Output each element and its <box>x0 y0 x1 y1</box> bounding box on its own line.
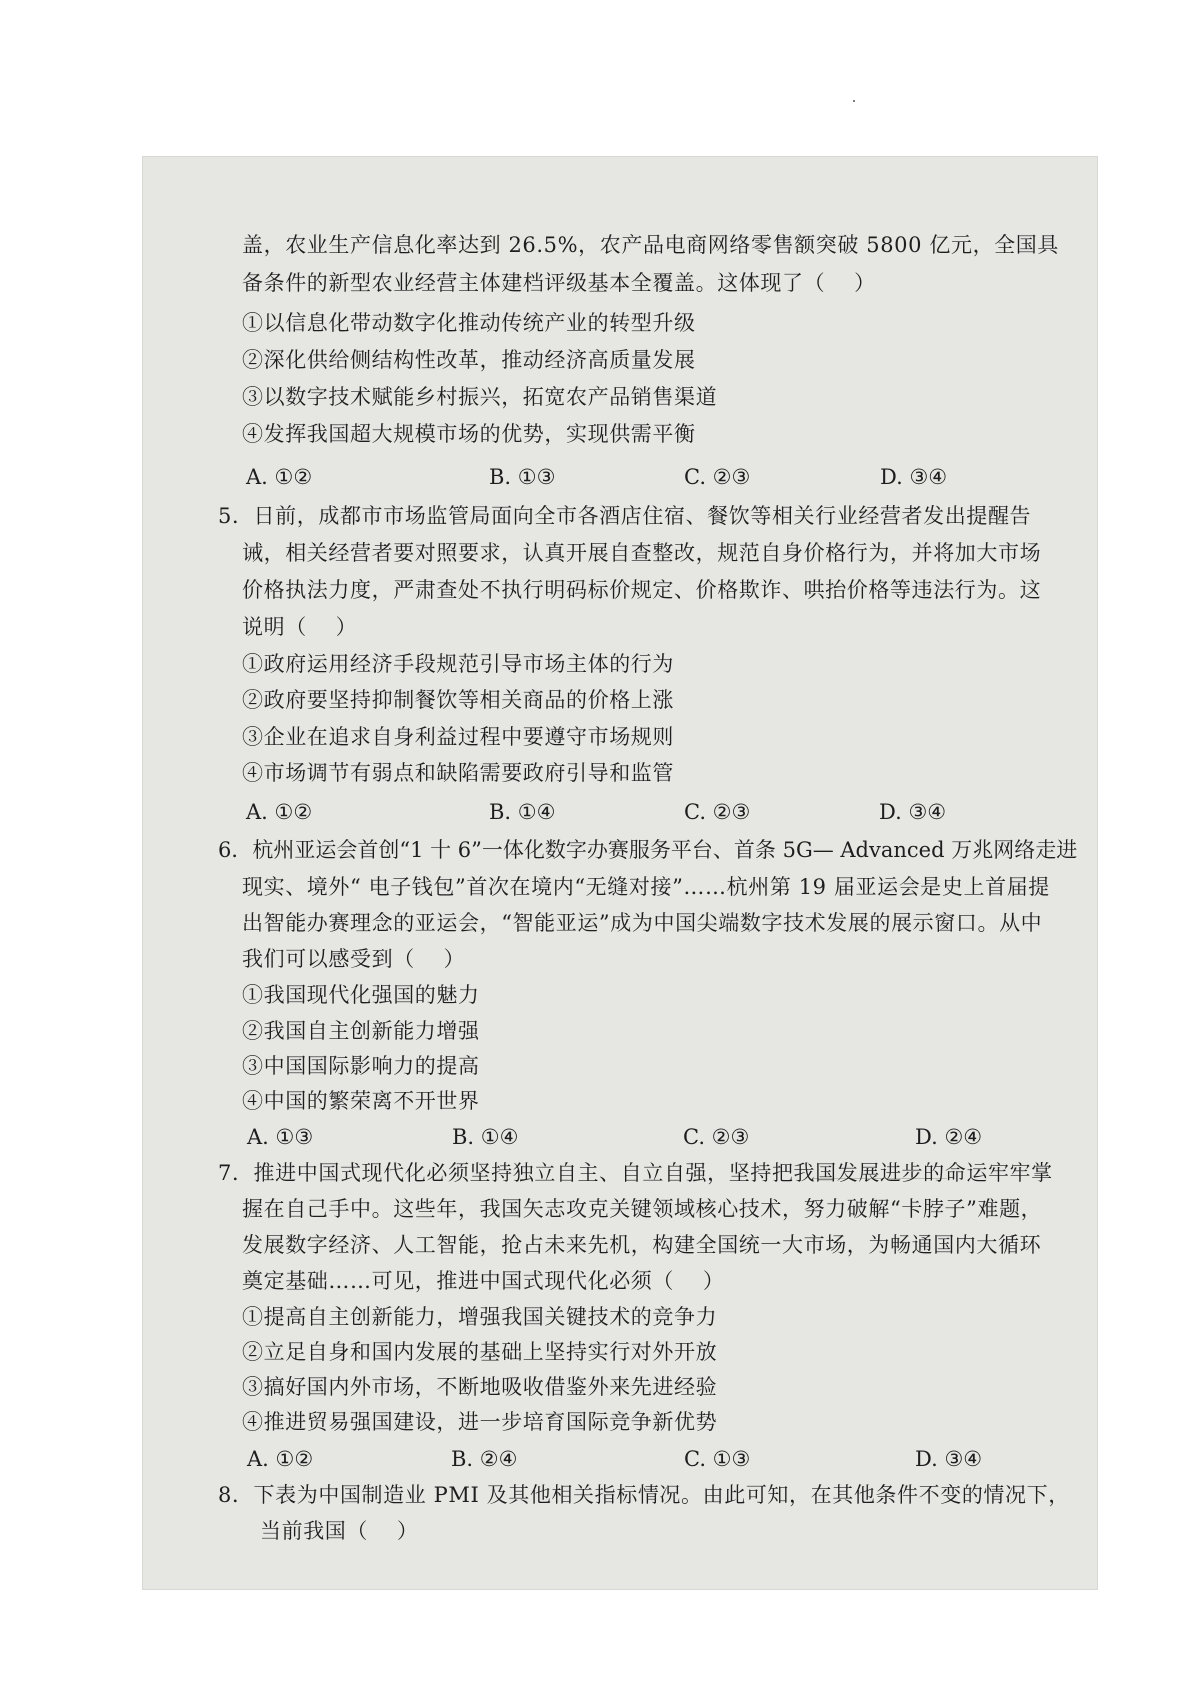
question-4-stem-line: 备条件的新型农业经营主体建档评级基本全覆盖。这体现了（ ） <box>242 271 876 295</box>
question-5-option-d: D. ③④ <box>879 800 947 824</box>
question-7-item-3: ③搞好国内外市场，不断地吸收借鉴外来先进经验 <box>242 1375 718 1399</box>
question-8-stem-line: 当前我国（ ） <box>260 1519 419 1543</box>
question-6-stem-line: 现实、境外“ 电子钱包”首次在境内“无缝对接”……杭州第 19 届亚运会是史上首届提 <box>242 875 1050 899</box>
question-6-option-c: C. ②③ <box>683 1125 750 1149</box>
question-5-stem-line: 5．日前，成都市市场监管局面向全市各酒店住宿、餐饮等相关行业经营者发出提醒告 <box>218 504 1032 528</box>
question-7-item-2: ②立足自身和国内发展的基础上坚持实行对外开放 <box>242 1340 718 1364</box>
question-4-item-3: ③以数字技术赋能乡村振兴，拓宽农产品销售渠道 <box>242 385 718 409</box>
question-6-item-2: ②我国自主创新能力增强 <box>242 1019 480 1043</box>
question-7-stem-line: 握在自己手中。这些年，我国矢志攻克关键领域核心技术，努力破解“卡脖子”难题， <box>242 1197 1043 1221</box>
question-7-stem-line: 奠定基础……可见，推进中国式现代化必须（ ） <box>242 1269 725 1293</box>
exam-page <box>142 156 1098 1590</box>
question-6-option-b: B. ①④ <box>452 1125 519 1149</box>
question-4-option-c: C. ②③ <box>684 465 751 489</box>
question-6-stem-line: 我们可以感受到（ ） <box>242 947 466 971</box>
question-7-stem-line: 发展数字经济、人工智能，抢占未来先机，构建全国统一大市场，为畅通国内大循环 <box>242 1233 1042 1257</box>
question-8-stem-line: 8．下表为中国制造业 PMI 及其他相关指标情况。由此可知，在其他条件不变的情况下， <box>218 1483 1070 1507</box>
question-6-item-4: ④中国的繁荣离不开世界 <box>242 1089 480 1113</box>
question-5-option-c: C. ②③ <box>684 800 751 824</box>
question-7-item-1: ①提高自主创新能力，增强我国关键技术的竞争力 <box>242 1305 718 1329</box>
question-7-option-c: C. ①③ <box>684 1447 751 1471</box>
question-4-stem-line: 盖，农业生产信息化率达到 26.5%，农产品电商网络零售额突破 5800 亿元，全国具 <box>242 233 1059 257</box>
question-5-option-a: A. ①② <box>246 800 313 824</box>
question-6-option-d: D. ②④ <box>915 1125 983 1149</box>
question-4-item-2: ②深化供给侧结构性改革，推动经济高质量发展 <box>242 348 696 372</box>
question-5-item-1: ①政府运用经济手段规范引导市场主体的行为 <box>242 652 674 676</box>
question-4-item-1: ①以信息化带动数字化推动传统产业的转型升级 <box>242 311 696 335</box>
question-5-stem-line: 诫，相关经营者要对照要求，认真开展自查整改，规范自身价格行为，并将加大市场 <box>242 541 1042 565</box>
question-4-option-d: D. ③④ <box>880 465 948 489</box>
question-5-item-4: ④市场调节有弱点和缺陷需要政府引导和监管 <box>242 761 674 785</box>
scan-speck <box>853 100 855 102</box>
question-5-stem-line: 说明（ ） <box>242 615 358 639</box>
question-5-item-3: ③企业在追求自身利益过程中要遵守市场规则 <box>242 725 674 749</box>
question-7-option-d: D. ③④ <box>915 1447 983 1471</box>
question-5-stem-line: 价格执法力度，严肃查处不执行明码标价规定、价格欺诈、哄抬价格等违法行为。这 <box>242 578 1042 602</box>
question-6-stem-line: 6．杭州亚运会首创“1 十 6”一体化数字办赛服务平台、首条 5G— Advanced 万兆网络走进 <box>218 838 1078 862</box>
question-7-option-b: B. ②④ <box>451 1447 518 1471</box>
question-7-item-4: ④推进贸易强国建设，进一步培育国际竞争新优势 <box>242 1410 718 1434</box>
question-4-item-4: ④发挥我国超大规模市场的优势，实现供需平衡 <box>242 422 696 446</box>
question-6-item-3: ③中国国际影响力的提高 <box>242 1054 480 1078</box>
question-5-item-2: ②政府要坚持抑制餐饮等相关商品的价格上涨 <box>242 688 674 712</box>
question-4-option-a: A. ①② <box>246 465 313 489</box>
question-7-stem-line: 7．推进中国式现代化必须坚持独立自主、自立自强，坚持把我国发展进步的命运牢牢掌 <box>218 1161 1053 1185</box>
question-4-option-b: B. ①③ <box>489 465 556 489</box>
question-6-stem-line: 出智能办赛理念的亚运会，“智能亚运”成为中国尖端数字技术发展的展示窗口。从中 <box>242 911 1043 935</box>
question-6-option-a: A. ①③ <box>247 1125 314 1149</box>
question-5-option-b: B. ①④ <box>489 800 556 824</box>
question-6-item-1: ①我国现代化强国的魅力 <box>242 983 480 1007</box>
question-7-option-a: A. ①② <box>247 1447 314 1471</box>
